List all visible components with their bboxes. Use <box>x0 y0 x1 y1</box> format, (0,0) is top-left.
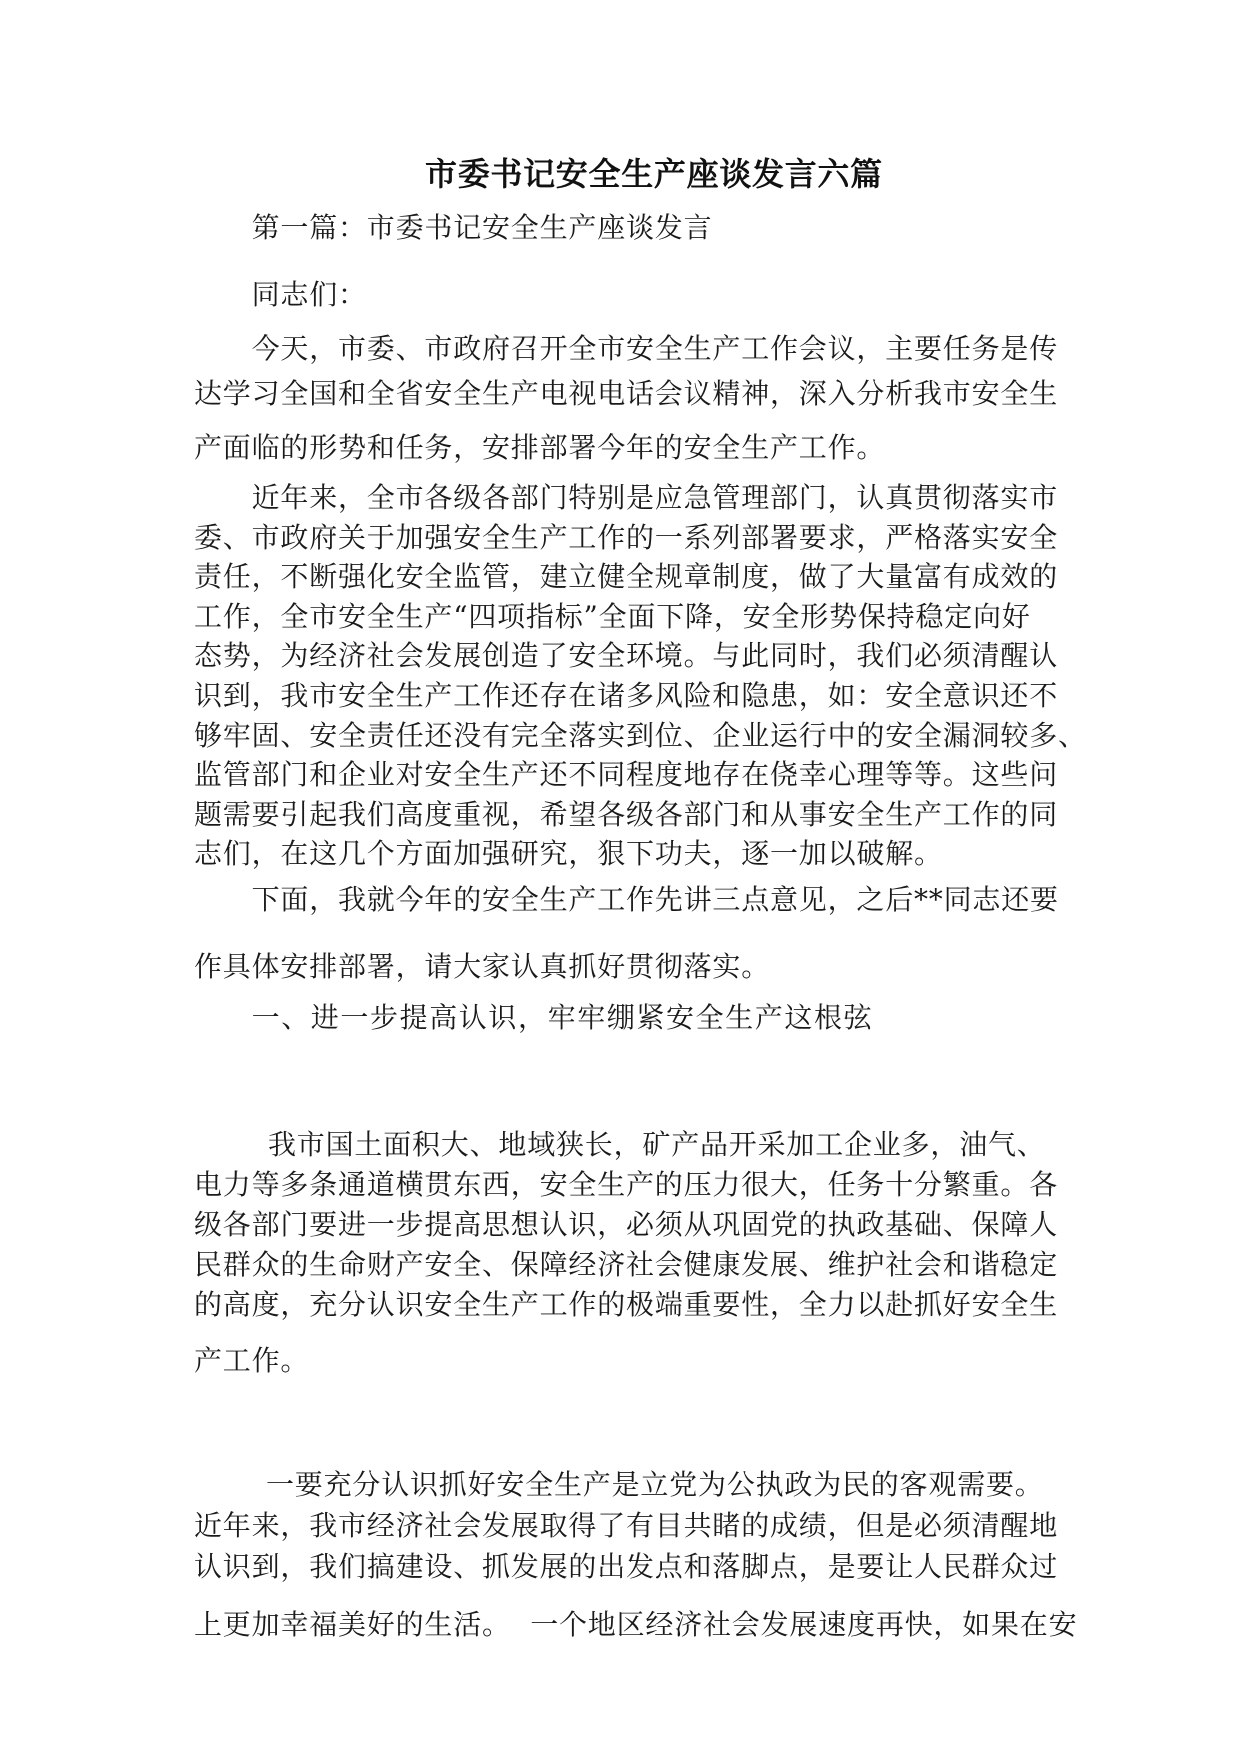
text-line: 产面临的形势和任务，安排部署今年的安全生产工作。 <box>194 431 886 464</box>
text-line: 我市国土面积大、地域狭长，矿产品开采加工企业多，油气、 <box>268 1128 1046 1161</box>
paragraph <box>194 880 1058 987</box>
text-line: 级各部门要进一步提高思想认识，必须从巩固党的执政基础、保障人 <box>194 1208 1059 1241</box>
document-title: 市委书记安全生产座谈发言六篇 <box>425 155 883 193</box>
salutation: 同志们： <box>251 278 367 311</box>
text-line: 下面，我就今年的安全生产工作先讲三点意见，之后**同志还要 <box>251 883 1059 916</box>
text-line: 委、市政府关于加强安全生产工作的一系列部署要求，严格落实安全 <box>194 520 1059 554</box>
salutation-block <box>194 275 1058 315</box>
text-line: 上更加幸福美好的生活。 一个地区经济社会发展速度再快，如果在安 <box>194 1608 1078 1641</box>
paragraph <box>194 1465 1078 1645</box>
text-line: 监管部门和企业对安全生产还不同程度地存在侥幸心理等等。这些问 <box>194 758 1059 792</box>
text-line: 认识到，我们搞建设、抓发展的出发点和落脚点，是要让人民群众过 <box>194 1550 1059 1583</box>
text-line: 达学习全国和全省安全生产电视电话会议精神，深入分析我市安全生 <box>194 377 1059 410</box>
text-line: 态势，为经济社会发展创造了安全环境。与此同时，我们必须清醒认 <box>194 639 1059 673</box>
section-heading: 一、进一步提高认识，牢牢绷紧安全生产这根弦 <box>251 1001 874 1034</box>
text-line: 题需要引起我们高度重视，希望各级各部门和从事安全生产工作的同 <box>194 797 1059 831</box>
part-heading-block <box>194 208 1058 248</box>
text-line: 今天，市委、市政府召开全市安全生产工作会议，主要任务是传 <box>251 332 1058 365</box>
text-line: 的高度，充分认识安全生产工作的极端重要性，全力以赴抓好安全生 <box>194 1288 1059 1321</box>
paragraph <box>194 1125 1058 1381</box>
text-line: 责任，不断强化安全监管，建立健全规章制度，做了大量富有成效的 <box>194 560 1059 594</box>
text-line: 近年来，我市经济社会发展取得了有目共睹的成绩，但是必须清醒地 <box>194 1509 1059 1542</box>
section-heading-block <box>194 998 1058 1038</box>
text-line: 志们，在这几个方面加强研究，狠下功夫，逐一加以破解。 <box>194 837 943 871</box>
text-line: 够牢固、安全责任还没有完全落实到位、企业运行中的安全漏洞较多、 <box>194 718 1087 752</box>
text-line: 民群众的生命财产安全、保障经济社会健康发展、维护社会和谐稳定 <box>194 1248 1059 1281</box>
text-line: 近年来，全市各级各部门特别是应急管理部门，认真贯彻落实市 <box>251 481 1058 514</box>
text-line: 作具体安排部署，请大家认真抓好贯彻落实。 <box>194 950 771 983</box>
paragraph <box>194 478 1087 874</box>
text-line: 识到，我市安全生产工作还存在诸多风险和隐患，如：安全意识还不 <box>194 678 1059 712</box>
text-line: 产工作。 <box>194 1344 310 1377</box>
text-line: 一要充分认识抓好安全生产是立党为公执政为民的客观需要。 <box>266 1468 1044 1501</box>
part-heading: 第一篇：市委书记安全生产座谈发言 <box>251 211 713 244</box>
text-line: 电力等多条通道横贯东西，安全生产的压力很大，任务十分繁重。各 <box>194 1168 1059 1201</box>
paragraph <box>194 329 1058 468</box>
text-line: 工作，全市安全生产“四项指标”全面下降，安全形势保持稳定向好 <box>194 599 1031 633</box>
